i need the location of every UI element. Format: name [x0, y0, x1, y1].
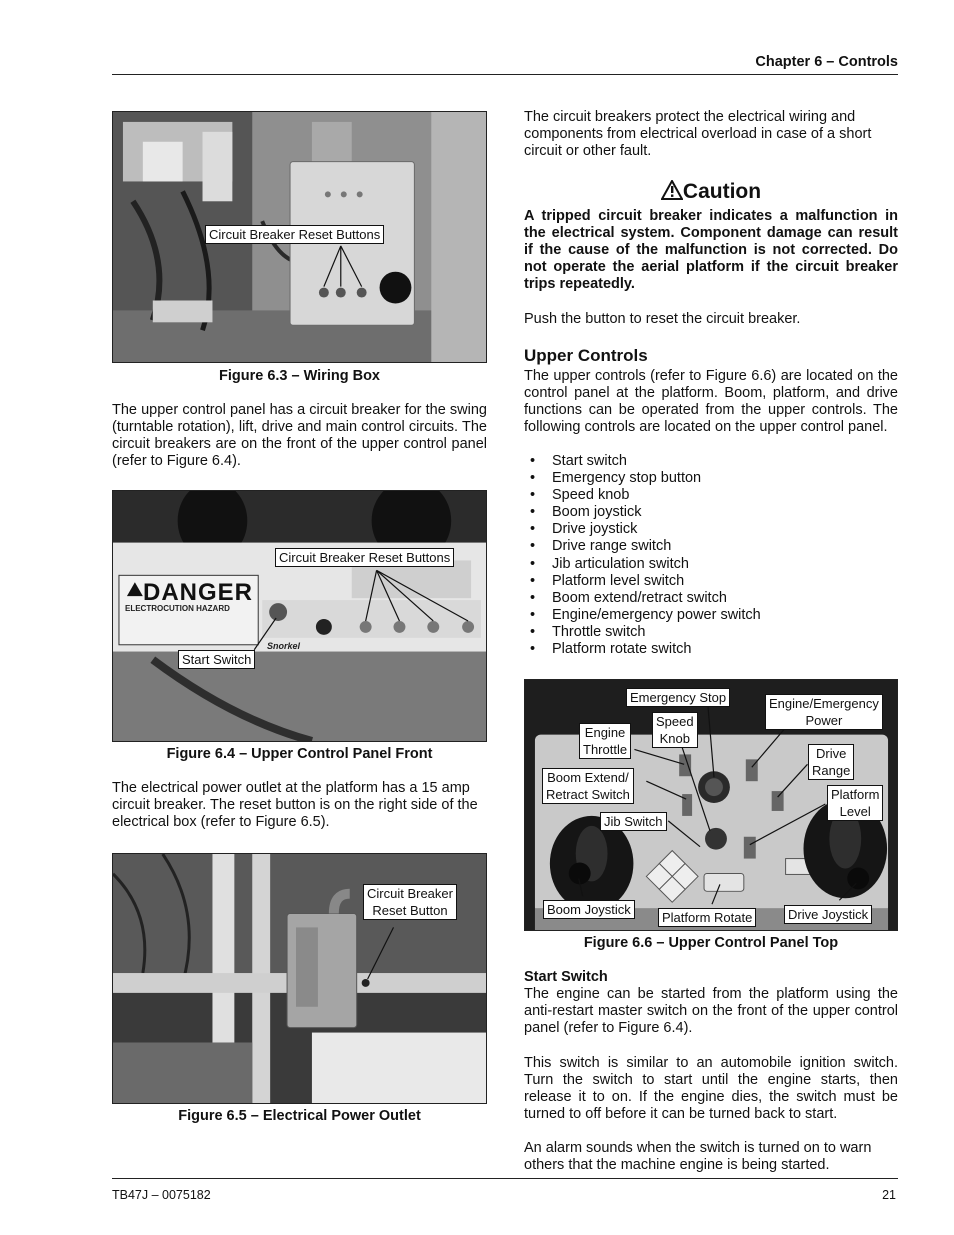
upper-control-panel-front-photo	[112, 490, 487, 742]
upper-controls-heading: Upper Controls	[524, 346, 648, 365]
push-button-paragraph: Push the button to reset the circuit breaker.	[524, 311, 801, 327]
intro-paragraph: The circuit breakers protect the electrical wiring and components from electrical overload in case of a short circuit or other fault.	[524, 109, 872, 159]
figure-6-3-caption: Figure 6.3 – Wiring Box	[218, 368, 380, 384]
callout-circuit-breaker-reset-buttons: Circuit Breaker Reset Buttons	[205, 225, 384, 244]
callout-drive-joystick: Drive Joystick	[784, 905, 872, 924]
callout-line-1: Drive	[815, 746, 847, 761]
callout-line-1: Circuit Breaker	[367, 886, 453, 901]
start-switch-paragraph-2: This switch is similar to an automobile ignition switch. Turn the switch to start until the engine starts, then release it to on. If the engine dies, the switch must be turned to off before it can be turned back to start.	[524, 1055, 898, 1122]
list-item: • Drive joystick	[530, 521, 761, 538]
callout-platform-level	[827, 785, 883, 821]
list-item: • Engine/emergency power switch	[530, 607, 761, 624]
warning-triangle-icon	[661, 180, 683, 200]
caution-title-text: Caution	[682, 180, 762, 203]
figure-6-4-caption: Figure 6.4 – Upper Control Panel Front	[166, 746, 433, 762]
upper-controls-paragraph: The upper controls (refer to Figure 6.6) are located on the control panel at the platform. Boom, platform, and drive functions can be operated from the upper controls. The following controls are located on the upper control panel.	[524, 368, 898, 435]
callout-line-1: Platform	[831, 787, 880, 802]
callout-circuit-breaker-reset-button	[363, 884, 457, 920]
list-item: • Emergency stop button	[530, 470, 761, 487]
electrocution-hazard-text: ELECTROCUTION HAZARD	[125, 604, 230, 613]
figure-6-6-caption: Figure 6.6 – Upper Control Panel Top	[583, 935, 839, 951]
callout-line-1: Boom Extend/	[547, 770, 629, 785]
callout-line-1: Engine	[584, 725, 626, 740]
callout-engine-emergency-power	[765, 694, 883, 730]
callout-line-2: Power	[805, 713, 843, 728]
list-item: • Boom joystick	[530, 504, 761, 521]
controls-list	[530, 453, 761, 658]
electrical-power-outlet-photo	[112, 853, 487, 1104]
callout-drive-range	[808, 744, 854, 780]
footer-rule	[112, 1178, 898, 1179]
callout-boom-extend-retract-switch	[542, 768, 634, 804]
caution-heading	[524, 180, 898, 204]
callout-boom-joystick: Boom Joystick	[543, 900, 635, 919]
header-rule	[112, 74, 898, 75]
callout-line-2: Level	[839, 804, 871, 819]
brand-text: Snorkel	[267, 641, 301, 651]
callout-line-1: Engine/Emergency	[769, 696, 879, 711]
list-item: • Start switch	[530, 453, 761, 470]
start-switch-heading: Start Switch	[524, 969, 608, 985]
figure-6-5-caption: Figure 6.5 – Electrical Power Outlet	[178, 1108, 421, 1124]
upper-control-panel-top-photo	[524, 679, 898, 931]
callout-engine-throttle	[579, 723, 631, 759]
callout-line-2: Throttle	[583, 742, 628, 757]
callout-speed-knob	[652, 712, 698, 748]
callout-platform-rotate: Platform Rotate	[658, 908, 756, 927]
callout-line-2: Reset Button	[372, 903, 448, 918]
callout-line-2: Knob	[659, 731, 690, 746]
caution-paragraph: A tripped circuit breaker indicates a malfunction in the electrical system. Component damage can result if the cause of the malfunction is not corrected. Do not operate the aerial platform if the circuit breaker trips repeatedly.	[524, 208, 898, 292]
list-item: • Drive range switch	[530, 538, 761, 555]
start-switch-paragraph-1: The engine can be started from the platform using the anti-restart master switch on the front of the upper control panel (refer to Figure 6.4).	[524, 986, 898, 1036]
chapter-title: Chapter 6 – Controls	[755, 54, 898, 70]
wiring-box-photo	[112, 111, 487, 363]
list-item: • Jib articulation switch	[530, 556, 761, 573]
power-outlet-paragraph: The electrical power outlet at the platform has a 15 amp circuit breaker. The reset button is on the right side of the electrical box (refer to Figure 6.5).	[112, 780, 478, 830]
callout-circuit-breaker-reset-buttons: Circuit Breaker Reset Buttons	[275, 548, 454, 567]
list-item: • Platform level switch	[530, 573, 761, 590]
circuit-breaker-paragraph: The upper control panel has a circuit breaker for the swing (turntable rotation), lift, drive and main control circuits. The circuit breakers are on the front of the upper control panel (refer to Figure 6.4).	[112, 402, 487, 469]
list-item: • Platform rotate switch	[530, 641, 761, 658]
start-switch-paragraph-3: An alarm sounds when the switch is turned on to warn others that the machine engine is being started.	[524, 1140, 872, 1173]
list-item: • Throttle switch	[530, 624, 761, 641]
callout-line-2: Range	[812, 763, 851, 778]
callout-line-1: Speed	[656, 714, 694, 729]
document-number: TB47J – 0075182	[112, 1188, 211, 1202]
callout-line-2: Retract Switch	[546, 787, 630, 802]
danger-sign-text: DANGER	[143, 579, 254, 606]
page-number: 21	[882, 1188, 896, 1202]
callout-emergency-stop: Emergency Stop	[626, 688, 730, 707]
callout-jib-switch: Jib Switch	[600, 812, 667, 831]
list-item: • Speed knob	[530, 487, 761, 504]
callout-start-switch: Start Switch	[178, 650, 255, 669]
list-item: • Boom extend/retract switch	[530, 590, 761, 607]
